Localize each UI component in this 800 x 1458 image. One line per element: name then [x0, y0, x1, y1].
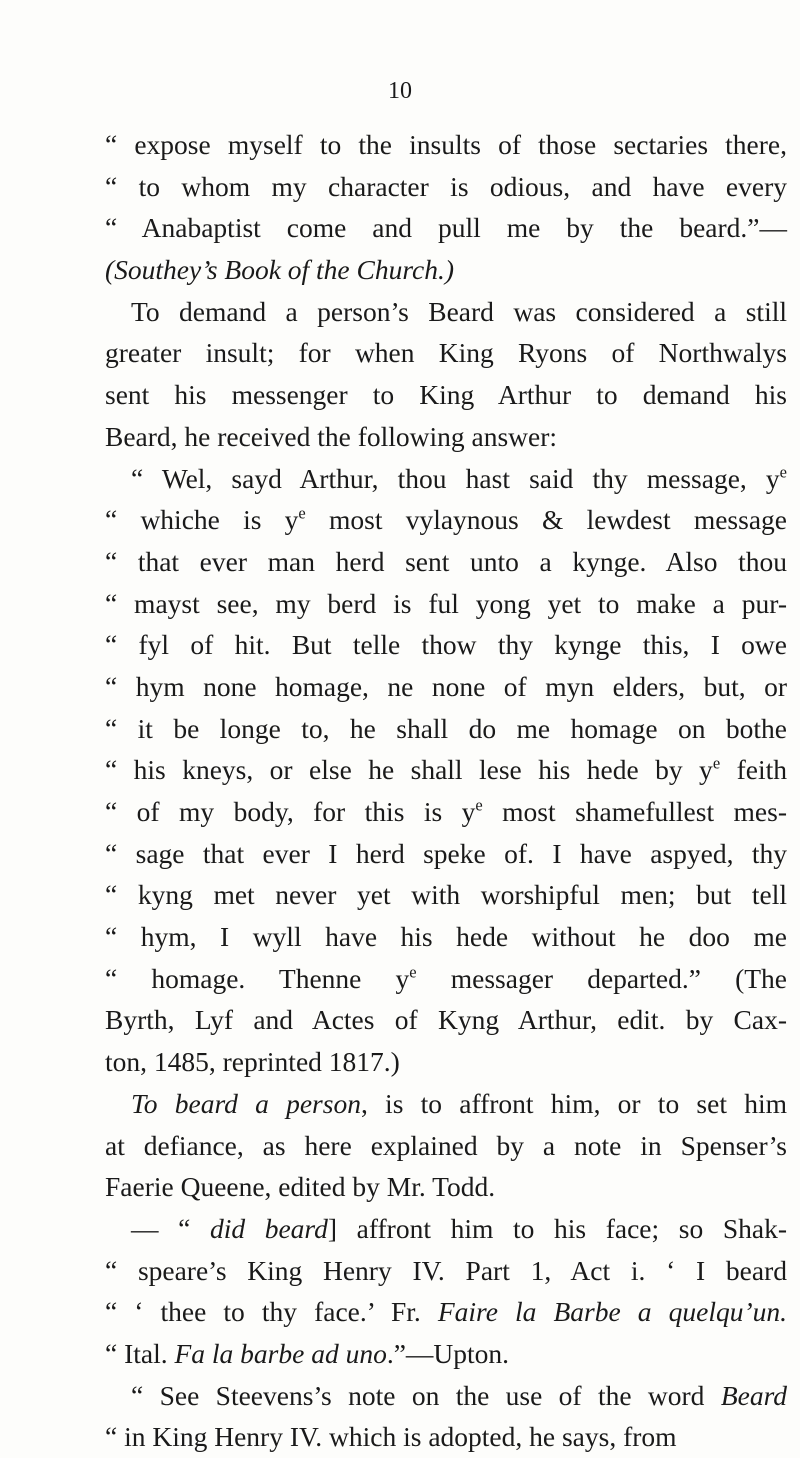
text-line: [105, 1375, 787, 1417]
text-line: [105, 708, 787, 750]
body-text: [105, 124, 787, 1458]
text-line: [105, 332, 787, 374]
text-segment: Byrth, Lyf and Actes of Kyng Arthur, edit. by Cax-: [105, 1004, 787, 1036]
text-segment: “ in King Henry IV. which is adopted, he says, from: [105, 1421, 677, 1453]
text-line: [105, 874, 787, 916]
text-segment: “ expose myself to the insults of those sectaries there,: [105, 129, 787, 160]
italic-text: did beard: [209, 1212, 328, 1244]
text-segment: “ hym, I wyll have his hede without he doo me: [105, 921, 787, 953]
text-segment: “ of my body, for this is y: [105, 796, 476, 827]
text-line: [105, 416, 787, 458]
text-line: [105, 1166, 787, 1208]
text-segment: “ hym none homage, ne none of myn elders, but, or: [105, 670, 787, 702]
text-segment: , is to affront him, or to set him: [360, 1087, 787, 1119]
text-segment: Beard, he received the following answer:: [105, 420, 558, 452]
text-segment: “ fyl of hit. But telle thow thy kynge this, I owe: [105, 629, 787, 661]
text-line: [105, 1250, 787, 1292]
text-line: [105, 1208, 787, 1250]
superscript-text: e: [409, 962, 417, 982]
text-line: [105, 1291, 787, 1333]
text-segment: messager departed.” (The: [416, 962, 787, 994]
text-segment: “ it be longe to, he shall do me homage on bothe: [105, 712, 787, 744]
text-line: [105, 207, 787, 249]
text-segment: “ sage that ever I herd speke of. I have aspyed, thy: [105, 837, 787, 869]
text-line: [105, 833, 787, 875]
text-line: [105, 1041, 787, 1083]
text-segment: most vylaynous & lewdest message: [305, 504, 787, 536]
text-line: [105, 916, 787, 958]
text-segment: “ Ital.: [105, 1337, 175, 1369]
superscript-text: e: [779, 461, 787, 481]
text-segment: To demand a person’s Beard was considered a still: [131, 295, 787, 327]
text-line: [105, 666, 787, 708]
superscript-text: e: [298, 503, 306, 523]
text-line: [105, 1083, 787, 1125]
text-line: [105, 374, 787, 416]
text-segment: “ Wel, sayd Arthur, thou hast said thy message, y: [131, 462, 780, 494]
italic-text: Fa la barbe ad uno: [174, 1337, 387, 1369]
text-line: [105, 166, 787, 208]
text-line: [105, 249, 787, 291]
text-segment: “ mayst see, my berd is ful yong yet to make a pur-: [105, 587, 787, 619]
italic-text: Beard: [720, 1379, 787, 1411]
text-line: [105, 1125, 787, 1167]
text-line: [105, 291, 787, 333]
text-segment: “ speare’s King Henry IV. Part 1, Act i. ‘ I beard: [105, 1254, 787, 1286]
italic-text: (Southey’s Book of the Church.): [105, 254, 455, 286]
text-segment: — “: [131, 1212, 210, 1244]
text-line: [105, 124, 787, 166]
superscript-text: e: [712, 753, 721, 773]
text-line: [105, 958, 787, 1000]
text-line: [105, 1333, 787, 1375]
text-segment: most shamefullest mes-: [482, 796, 787, 827]
text-segment: .”—Upton.: [386, 1337, 510, 1369]
italic-text: Faire la Barbe a quelqu’un.: [437, 1296, 787, 1328]
text-segment: feith: [720, 754, 787, 786]
text-segment: Faerie Queene, edited by Mr. Todd.: [105, 1171, 496, 1203]
text-line: [105, 499, 787, 541]
text-segment: “ ‘ thee to thy face.’ Fr.: [105, 1296, 438, 1328]
text-line: [105, 1416, 787, 1458]
text-segment: greater insult; for when King Ryons of Northwalys: [105, 337, 787, 369]
text-line: [105, 791, 787, 833]
superscript-text: e: [475, 795, 483, 815]
italic-text: To beard a person: [131, 1087, 361, 1119]
text-segment: “ homage. Thenne y: [105, 962, 410, 994]
text-segment: ton, 1485, reprinted 1817.): [105, 1046, 400, 1078]
text-line: [105, 458, 787, 500]
text-segment: sent his messenger to King Arthur to demand his: [105, 379, 787, 411]
text-segment: “ See Steevens’s note on the use of the word: [131, 1379, 721, 1411]
text-segment: “ kyng met never yet with worshipful men; but tell: [105, 879, 787, 911]
text-segment: “ his kneys, or else he shall lese his hede by y: [105, 754, 713, 786]
text-segment: “ whiche is y: [105, 504, 299, 536]
page-number: 10: [388, 78, 412, 104]
text-segment: “ to whom my character is odious, and have every: [105, 170, 787, 202]
text-segment: “ Anabaptist come and pull me by the beard.”—: [105, 212, 787, 244]
text-segment: ] affront him to his face; so Shak-: [327, 1212, 787, 1244]
text-line: [105, 541, 787, 583]
text-line: [105, 749, 787, 791]
text-line: [105, 624, 787, 666]
text-segment: “ that ever man herd sent unto a kynge. Also thou: [105, 545, 787, 577]
text-line: [105, 999, 787, 1041]
text-segment: at defiance, as here explained by a note in Spenser’s: [105, 1129, 787, 1161]
text-line: [105, 583, 787, 625]
